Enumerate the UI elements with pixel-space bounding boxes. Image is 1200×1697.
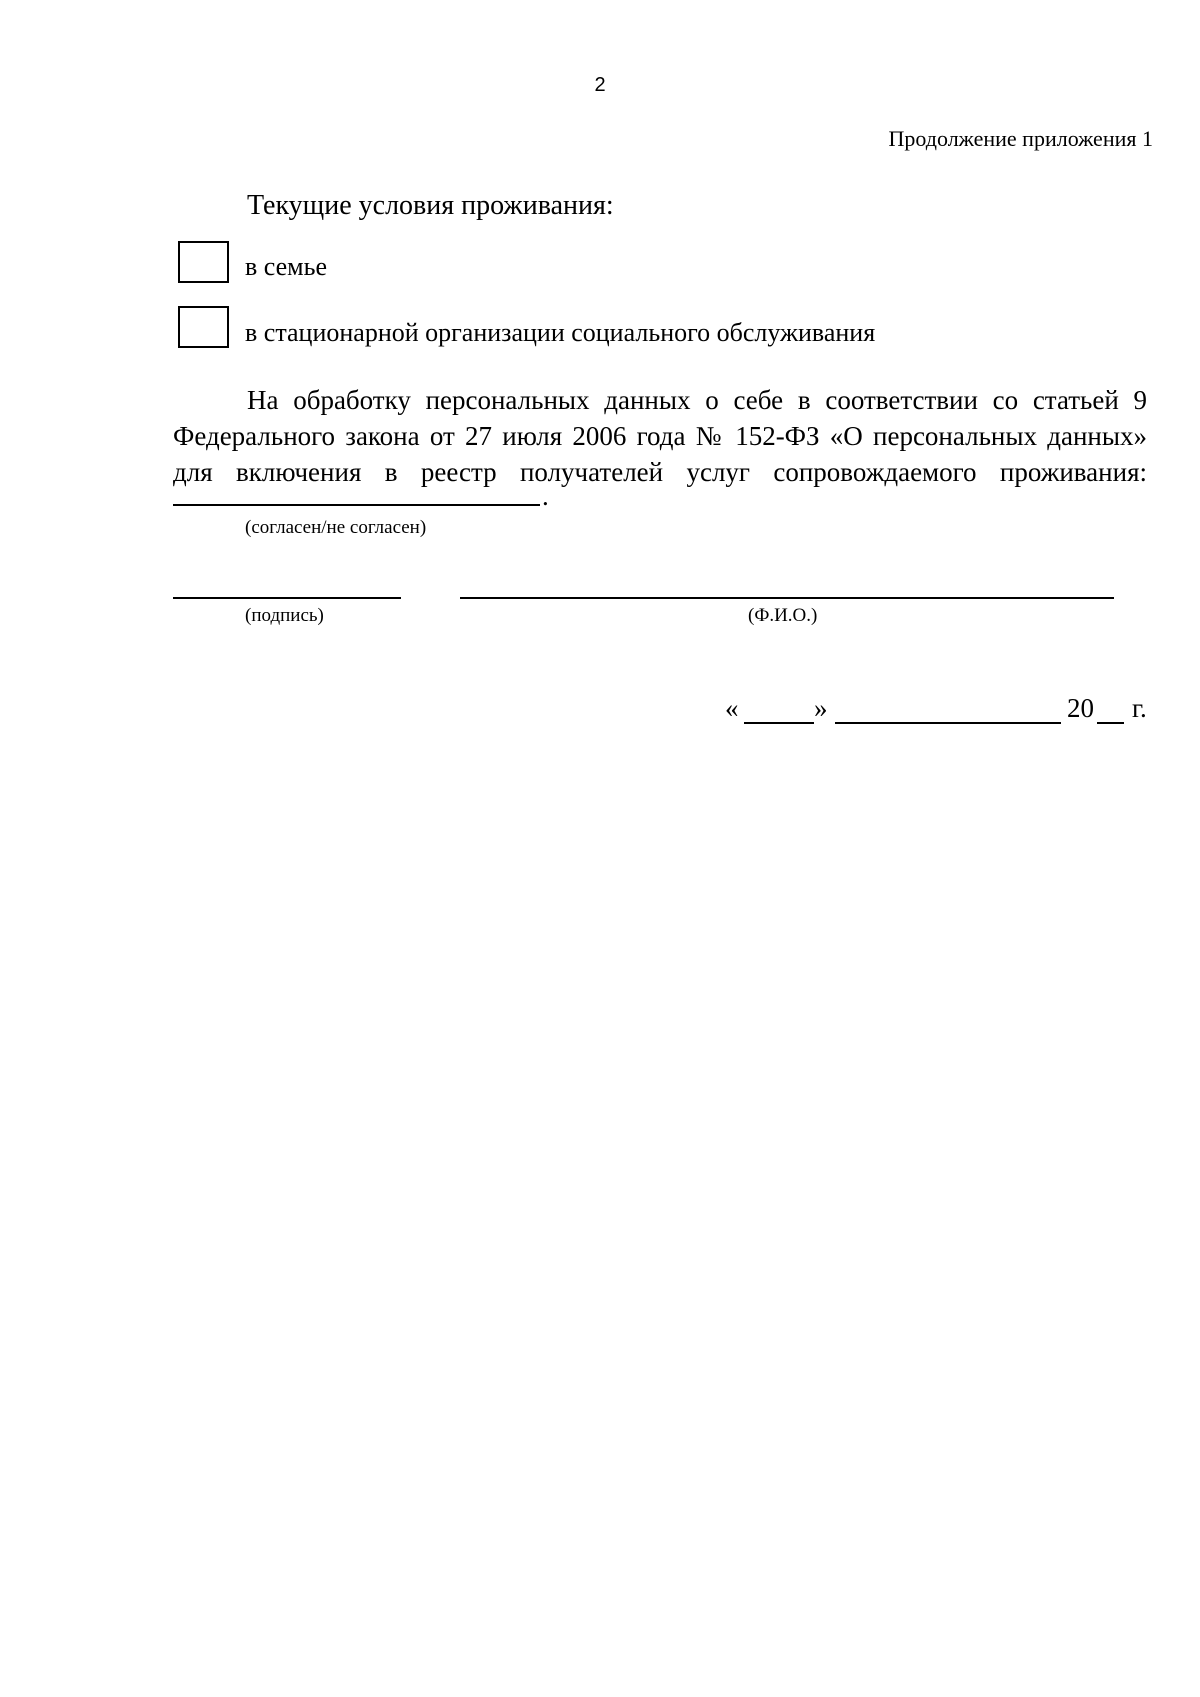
date-close-quote: » — [814, 693, 828, 723]
date-open-quote: « — [725, 693, 739, 723]
signature-field[interactable] — [173, 597, 401, 599]
living-conditions-heading: Текущие условия проживания: — [247, 190, 614, 221]
consent-field-hint: (согласен/не согласен) — [245, 517, 427, 538]
consent-end-mark: . — [542, 481, 549, 511]
full-name-field[interactable] — [460, 597, 1114, 599]
consent-paragraph: На обработку персональных данных о себе в соответствии со статьей 9 Федерального закона от 27 июля 2006 года № 152-ФЗ «О персональных данных» для включения в реестр получателей услуг сопровождаемого проживания: — [173, 385, 1147, 487]
date-month-field[interactable] — [835, 722, 1061, 724]
date-year-suffix: г. — [1132, 693, 1147, 723]
signature-field-hint: (подпись) — [245, 605, 324, 626]
living-in-organization-checkbox[interactable] — [178, 306, 229, 348]
consent-answer-field[interactable] — [173, 504, 540, 506]
date-year-field[interactable] — [1097, 722, 1124, 724]
date-century: 20 — [1067, 693, 1094, 723]
living-in-organization-label: в стационарной организации социального обслуживания — [245, 318, 876, 347]
page-number: 2 — [594, 74, 606, 96]
living-in-family-label: в семье — [245, 252, 328, 281]
date-day-field[interactable] — [744, 722, 814, 724]
living-in-family-checkbox[interactable] — [178, 241, 229, 283]
appendix-continuation-note: Продолжение приложения 1 — [888, 126, 1153, 151]
full-name-field-hint: (Ф.И.О.) — [748, 605, 818, 626]
